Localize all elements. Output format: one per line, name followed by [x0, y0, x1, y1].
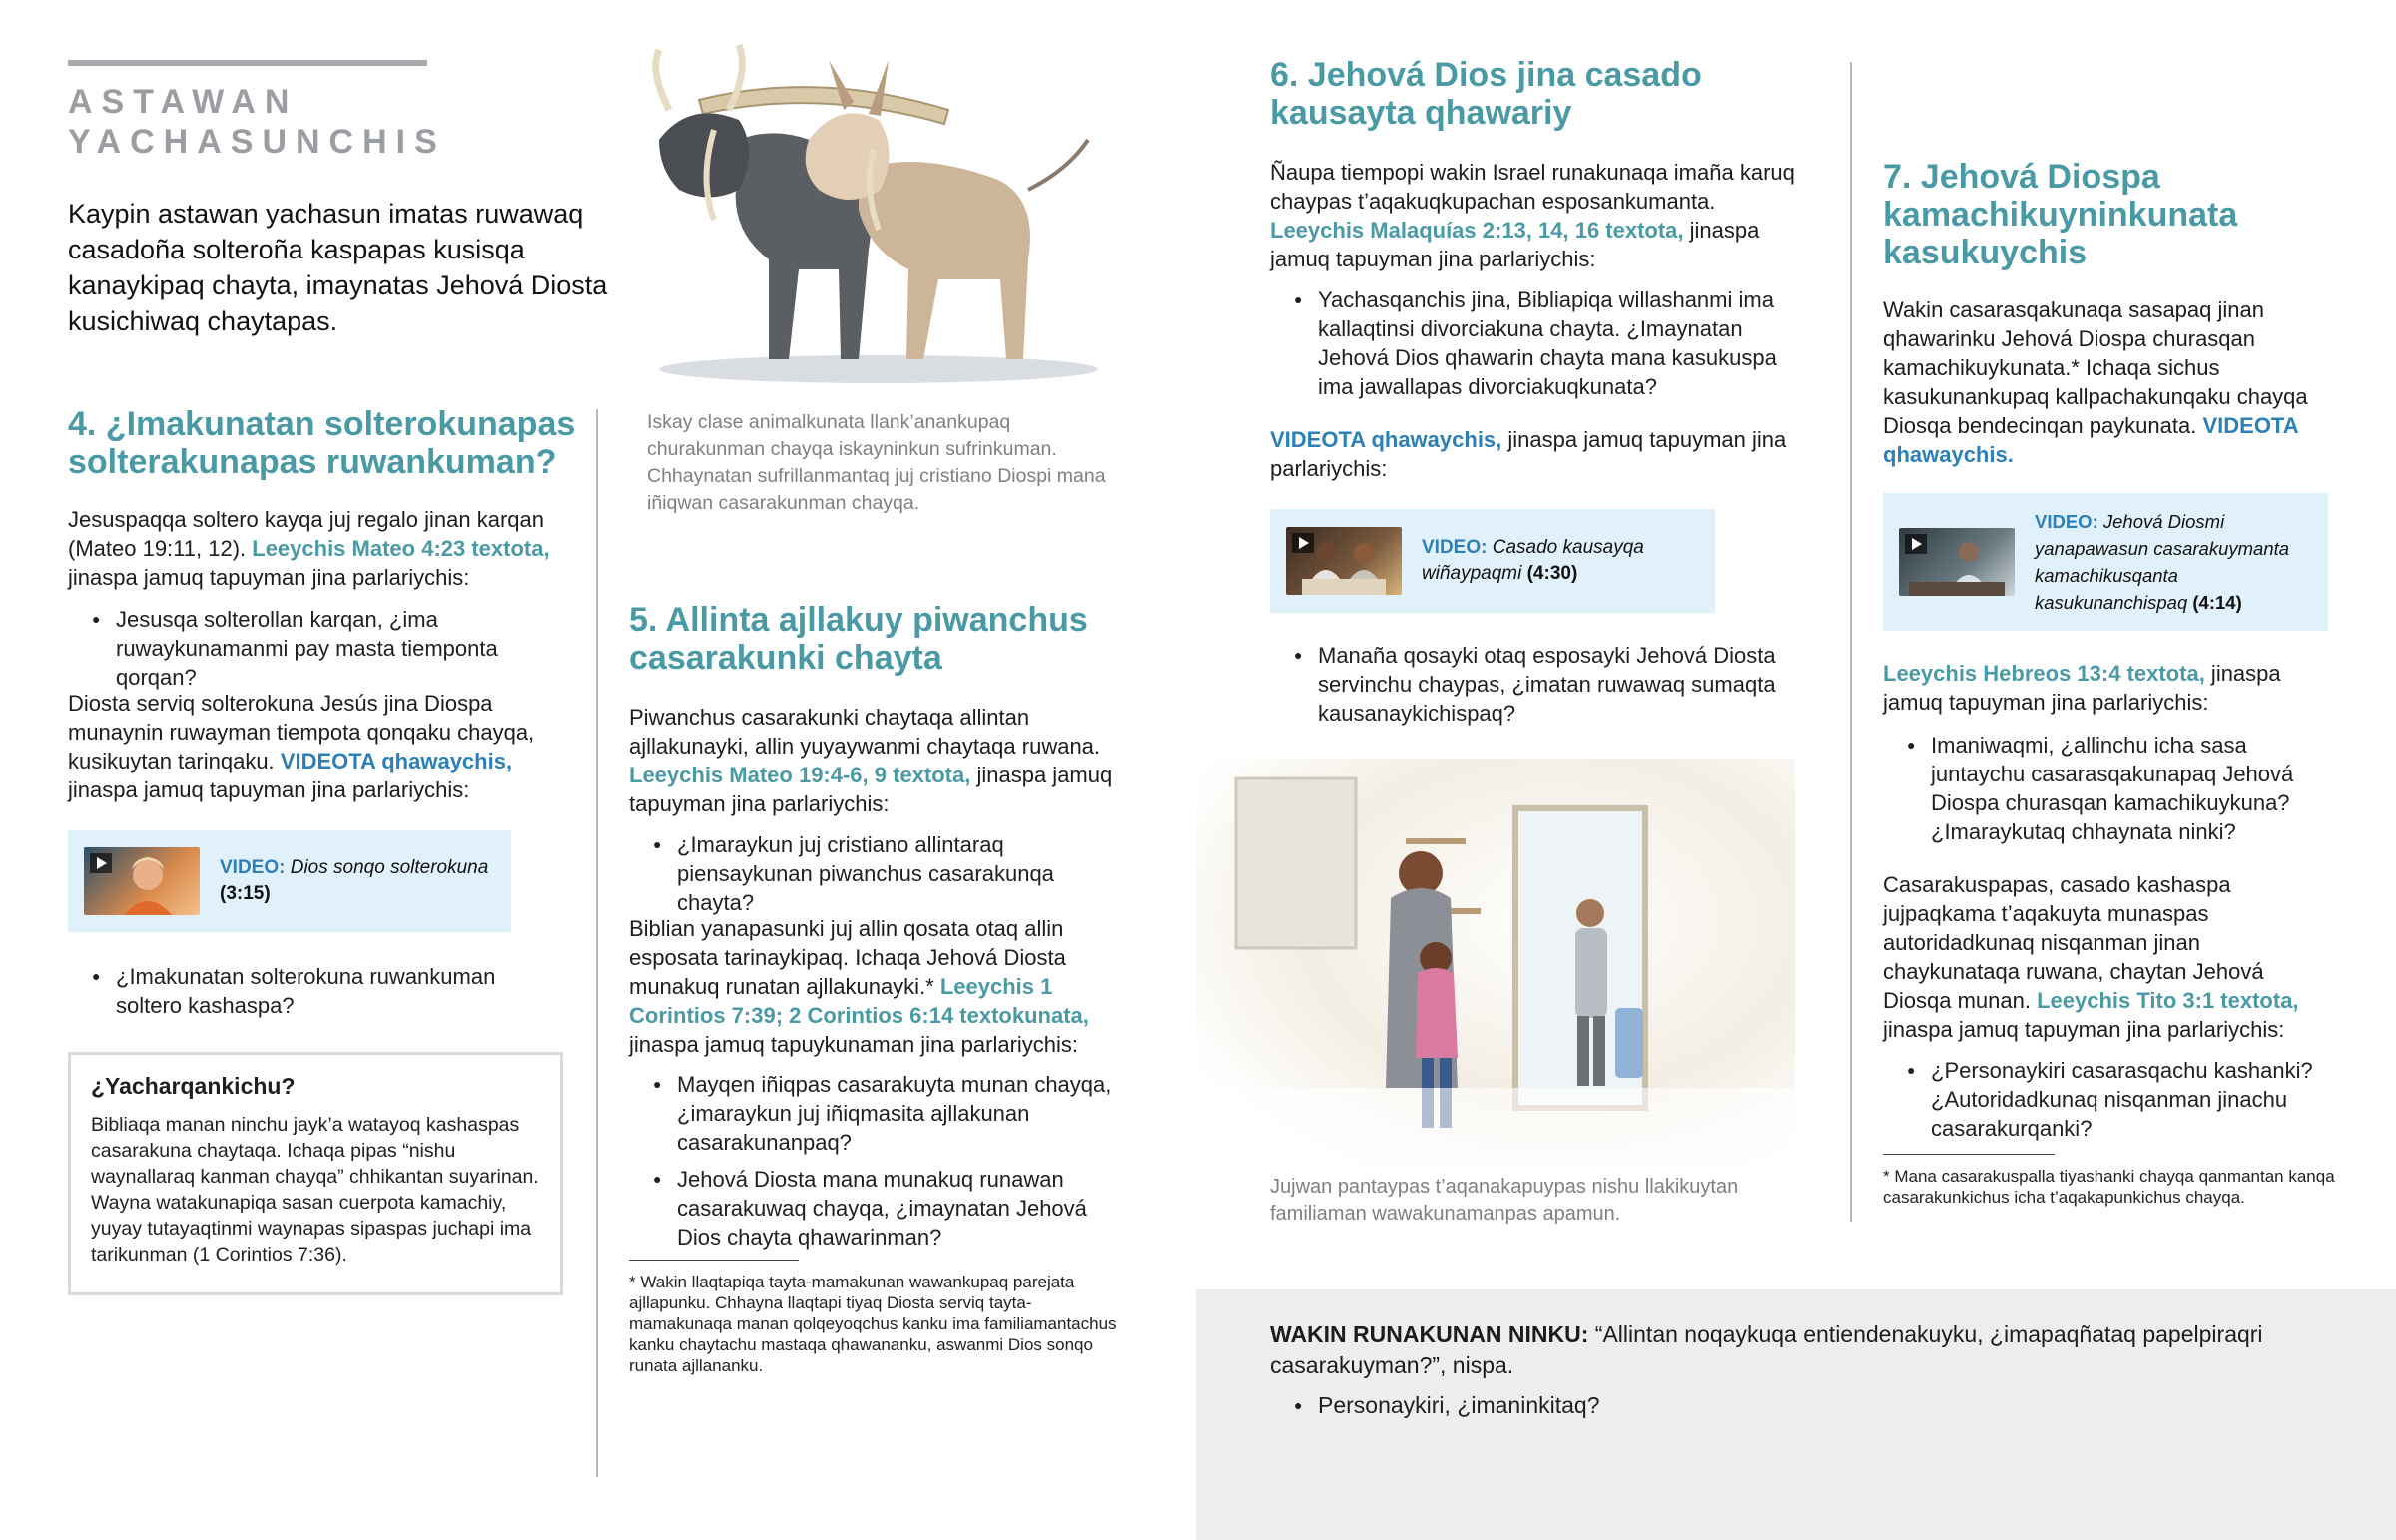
- section4-title: 4. ¿Imakunatan solterokunapas solterakunapas ruwankuman?: [68, 405, 576, 481]
- panel-label: WAKIN RUNAKUNAN NINKU:: [1270, 1321, 1589, 1347]
- column-divider-1: [596, 409, 598, 1477]
- section6-title: 6. Jehová Dios jina casado kausayta qhawariy: [1270, 56, 1702, 132]
- family-separation-illustration: [1196, 759, 1795, 1168]
- section7-title: 7. Jehová Diospa kamachikuyninkunata kasukuychis: [1883, 158, 2238, 271]
- video-card-single-christians[interactable]: [68, 830, 511, 932]
- section5-title: 5. Allinta ajllakuy piwanchus casarakunki chayta: [629, 601, 1088, 677]
- section-kicker: ASTAWAN YACHASUNCHIS: [68, 83, 446, 161]
- discussion-question: ● Yachasqanchis jina, Bibliapiqa willashanmi ima kallaqtinsi divorciakuna chayta. ¿Imaynatan Jehová Dios qhawarin chayta mana kasukuspa ima jawallapas divorciakuqkunata?: [1294, 285, 1813, 401]
- intro-text: Kaypin astawan yachasun imatas ruwawaq casadoña solteroña kaspapas kusisqa kanaykipaq chayta, imaynatas Jehová Diosta kusichiwaq chaytapas.: [68, 199, 608, 336]
- section6-questions-1: [1294, 285, 1813, 409]
- yoked-ox-and-donkey-illustration: [619, 30, 1118, 389]
- section5-questions-1: [653, 830, 1122, 925]
- section5-footnote: * Wakin llaqtapiqa tayta-mamakunan wawankupaq parejata ajllapunku. Chhayna llaqtapi tiyaq Diosta serviq tayta-mamakunaqa manan qolqeyoqchus kanku ima familiamantachus kanku chaytachu mastaqa qhawananku, aswanmi Dios sonqo runata ajllananku.: [629, 1273, 1117, 1375]
- section6-paragraph1: Ñaupa tiempopi wakin Israel runakunaqa imaña karuq chaypas t’aqakuqkupachan esposankumanta. Leeychis Malaquías 2:13, 14, 16 textota, jinaspa jamuq tapuyman jina parlariychis:: [1270, 160, 1795, 271]
- play-icon[interactable]: [1905, 534, 1927, 554]
- section4-paragraph2: Diosta serviq solterokuna Jesús jina Diospa munaynin ruwayman tiempota qonqaku chayqa, kusikuytan tarinqaku. VIDEOTA qhawaychis, jinaspa jamuq tapuyman jina parlariychis:: [68, 691, 535, 802]
- panel-questions: [1294, 1391, 2192, 1428]
- video-thumbnail[interactable]: [1286, 527, 1402, 595]
- section4-questions-2: [92, 962, 561, 1028]
- section7-questions-1: [1907, 731, 2336, 854]
- video-caption: VIDEO: Dios sonqo solterokuna (3:15): [220, 857, 489, 904]
- box-text: Bibliaqa manan ninchu jayk’a watayoq kashaspas casarakuna chaytaqa. Ichaqa pipas “nishu waynallaraq kanman chayqa” chhikantan suyarinan. Wayna watakunapiqa sasan cuerpota kamachiy, yuyay tutayaqtinmi waynapas sipaspas juchapi ima tarikunman (1 Corintios 7:36).: [91, 1114, 539, 1266]
- footnote-rule: [1883, 1154, 2055, 1155]
- video-link[interactable]: VIDEOTA qhawaychis,: [280, 749, 513, 773]
- section5-paragraph1: Piwanchus casarakunki chaytaqa allintan ajllakunayki, allin yuyaywanmi chaytaqa ruwana. Leeychis Mateo 19:4-6, 9 textota, jinaspa jamuq tapuyman jina parlariychis:: [629, 705, 1113, 816]
- section7-paragraph2: Leeychis Hebreos 13:4 textota, jinaspa jamuq tapuyman jina parlariychis:: [1883, 661, 2281, 715]
- discussion-question: ● ¿Imakunatan solterokuna ruwankuman soltero kashaspa?: [92, 962, 561, 1020]
- section4-questions-1: [92, 605, 561, 700]
- scripture-link[interactable]: Leeychis Malaquías 2:13, 14, 16 textota,: [1270, 218, 1684, 243]
- discussion-question: ● Manaña qosayki otaq esposayki Jehová Diosta servinchu chaypas, ¿imatan ruwawaq sumaqta kausanaykichispaq?: [1294, 641, 1813, 728]
- video-thumbnail[interactable]: [1899, 528, 2015, 596]
- box-title: ¿Yacharqankichu?: [91, 1073, 296, 1099]
- section7-paragraph1: Wakin casarasqakunaqa sasapaq jinan qhawarinku Jehová Diospa churasqan kamachikuykunata.* Ichaqa sichus kasukunankupaq kallpachakunqaku chayqa Diosqa bendecinqan paykunata. VIDEOTA qhawaychis.: [1883, 297, 2308, 467]
- section5-paragraph2: Biblian yanapasunki juj allin qosata otaq allin esposata tarinaykipaq. Ichaqa Jehová Diosta munakuq runatan ajllakunayki.* Leeychis 1 Corintios 7:39; 2 Corintios 6:14 textokunata, jinaspa jamuq tapuykunaman jina parlariychis:: [629, 916, 1089, 1057]
- footnote-rule: [629, 1260, 799, 1261]
- discussion-question: ● ¿Imaraykun juj cristiano allintaraq piensaykunan piwanchus casarakunqa chayta?: [653, 830, 1122, 917]
- play-icon[interactable]: [1292, 533, 1314, 553]
- column-divider-2: [1850, 62, 1852, 1222]
- scripture-link[interactable]: Leeychis Hebreos 13:4 textota,: [1883, 661, 2205, 686]
- discussion-question: ● Mayqen iñiqpas casarakuyta munan chayqa, ¿imaraykun juj iñiqmasita ajllakunan casarakunanpaq?: [653, 1070, 1122, 1157]
- section4-paragraph1: Jesuspaqqa soltero kayqa juj regalo jinan karqan (Mateo 19:11, 12). Leeychis Mateo 4:23 textota, jinaspa jamuq tapuyman jina parlariychis:: [68, 507, 550, 590]
- video-thumbnail[interactable]: [84, 847, 200, 915]
- discussion-question: ● Jehová Diosta mana munakuq runawan casarakuwaq chayqa, ¿imaynatan Jehová Dios chayta qhawarinman?: [653, 1165, 1122, 1252]
- section6-paragraph2: VIDEOTA qhawaychis, jinaspa jamuq tapuyman jina parlariychis:: [1270, 427, 1787, 481]
- video-card-obey-laws[interactable]: [1883, 493, 2328, 631]
- scripture-link[interactable]: Leeychis Mateo 19:4-6, 9 textota,: [629, 763, 971, 787]
- illustration-caption-1: Iskay clase animalkunata llank’anankupaq churakunman chayqa iskayninkun sufrinkuman. Chhaynatan sufrillanmantaq juj cristiano Diospi mana iñiqwan casarakunman chayqa.: [647, 411, 1106, 514]
- section5-questions-2: [653, 1070, 1122, 1260]
- some-people-say-text: WAKIN RUNAKUNAN NINKU: “Allintan noqaykuqa entiendenakuyku, ¿imapaqñataq papelpiraqri casarakuyman?”, nispa.: [1270, 1321, 2263, 1378]
- discussion-question: ● Imaniwaqmi, ¿allinchu icha sasa juntaychu casarasqakunapaq Jehová Diospa churasqan kamachikuykuna? ¿Imaraykutaq chhaynata ninki?: [1907, 731, 2336, 846]
- discussion-question: ● Personaykiri, ¿imaninkitaq?: [1294, 1391, 2192, 1420]
- section7-paragraph3: Casarakuspapas, casado kashaspa jujpaqkama t’aqakuyta munaspas autoridadkunaq nisqanman jinan chaykunataqa ruwana, chaytan Jehová Diosqa munan. Leeychis Tito 3:1 textota, jinaspa jamuq tapuyman jina parlariychis:: [1883, 872, 2299, 1042]
- video-link[interactable]: VIDEOTA qhawaychis,: [1270, 427, 1502, 452]
- discussion-question: ● Jesusqa solterollan karqan, ¿ima ruwaykunamanmi pay masta tiemponta qorqan?: [92, 605, 561, 692]
- section7-questions-2: [1907, 1056, 2336, 1151]
- section6-questions-2: [1294, 641, 1813, 736]
- video-caption: VIDEO: Jehová Diosmi yanapawasun casarakuymanta kamachikusqanta kasukunanchispaq (4:14): [2035, 511, 2290, 613]
- did-you-know-box: [68, 1052, 563, 1295]
- video-card-married-life[interactable]: [1270, 509, 1715, 613]
- scripture-link[interactable]: Leeychis 1 Corintios 7:39; 2 Corintios 6:14 textokunata,: [629, 974, 1089, 1028]
- discussion-question: ● ¿Personaykiri casarasqachu kashanki? ¿Autoridadkunaq nisqanman jinachu casarakurqanki?: [1907, 1056, 2336, 1143]
- scripture-link[interactable]: Leeychis Mateo 4:23 textota,: [252, 536, 550, 561]
- section7-footnote: * Mana casarakuspalla tiyashanki chayqa qanmantan kanqa casarakunkichus icha t’aqakapunkichus chayqa.: [1883, 1167, 2335, 1207]
- header-rule: [68, 60, 427, 66]
- video-link[interactable]: VIDEOTA qhawaychis.: [1883, 413, 2298, 467]
- illustration-caption-2: Jujwan pantaypas t’aqanakapuypas nishu llakikuytan familiaman wawakunamanpas apamun.: [1270, 1176, 1739, 1225]
- video-caption: VIDEO: Casado kausayqa wiñaypaqmi (4:30): [1422, 537, 1644, 584]
- scripture-link[interactable]: Leeychis Tito 3:1 textota,: [2037, 988, 2299, 1013]
- play-icon[interactable]: [90, 853, 112, 873]
